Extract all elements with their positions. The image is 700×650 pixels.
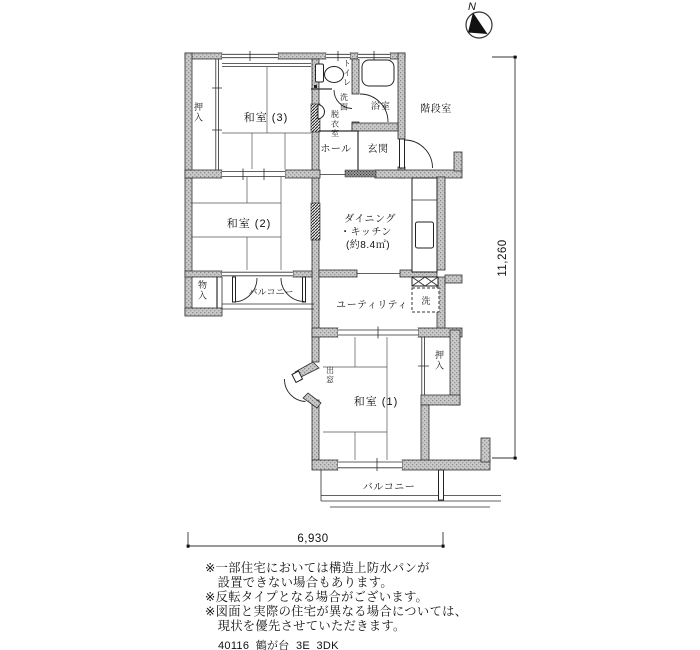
wall-segment [450,330,460,405]
label-oshiire-bottom: 押入 [434,350,444,371]
label-washitsu1: 和室 (1) [353,396,399,408]
wall-segment [293,271,312,277]
notes-block [205,560,467,650]
label-balcony-mid: バルコニー [248,287,294,297]
bathtub [362,60,394,86]
label-utility: ユーティリティ [336,300,408,311]
entrance-door-arc [405,140,433,168]
bay-window-arc [284,379,305,402]
wall-segment [402,460,490,470]
balcony-door-leaf [303,277,306,302]
kitchen-sink [416,222,434,248]
label-bath: 浴室 [370,101,392,111]
label-balcony-bottom: バルコニー [362,482,416,493]
label-dk-1: ダイニング [344,214,396,225]
wall-segment [312,460,338,470]
dimension-horizontal-label: 6,930 [297,533,329,545]
label-hall: ホール [320,144,352,155]
label-entrance: 玄関 [367,144,389,155]
dimension-vertical-label: 11,260 [497,239,509,277]
note-line: ※一部住宅においては構造上防水パンが [205,561,430,575]
note-line: 現状を優先させていただきます。 [205,619,406,633]
note-line: 設置できない場合もあります。 [205,575,393,590]
wall-segment [437,177,445,270]
label-stairwell: 階段室 [420,104,452,115]
window [338,458,402,471]
wall-segment [375,170,462,178]
entrance-step-hatch [345,170,376,177]
wall-segment [421,405,429,462]
label-dk-2: ・キッチン [340,227,392,238]
toilet-tank [316,64,324,82]
wall-segment [454,152,462,171]
washbasin [318,105,324,120]
wall-segment [445,275,462,283]
wall-segment [398,53,405,139]
label-washroom-1: 洗面 [339,93,349,112]
entrance-door-leaf [400,139,405,168]
label-laundry: 洗 [421,296,431,306]
wall-segment [312,328,338,337]
file-label: 40116_鶴が台_3E_3DK [218,640,339,650]
vent-louver [412,277,438,286]
balcony-door-leaf [233,277,236,302]
label-oshiire-top: 押入 [193,102,203,123]
sliding-door-hatch [311,203,320,240]
wall-segment [312,400,319,460]
label-storage: 物入 [197,280,207,301]
compass-north-label: N [468,1,476,13]
wall-segment [481,438,490,462]
label-washitsu3: 和室 (3) [243,112,289,124]
wall-segment [185,308,222,316]
balcony-partition [439,470,444,500]
note-line: ※図面と実際の住宅が異なる場合については、 [205,604,468,619]
wall-segment [421,395,460,405]
wall-segment [352,59,359,94]
wall-segment [285,170,320,178]
sliding-door [222,169,285,181]
note-line: ※反転タイプとなる場合がございます。 [205,590,429,604]
window [222,51,278,61]
compass [466,1,492,38]
sliding-door [338,327,418,339]
wall-segment [185,170,222,178]
label-bay-window: 出窓 [325,366,335,385]
wall-segment [319,270,357,277]
window [222,271,293,277]
label-toilet: トイレ [342,59,352,88]
label-washroom-2: 脱衣室 [330,110,340,139]
wall-segment [278,53,326,59]
toilet-bowl [325,67,344,83]
label-washitsu2: 和室 (2) [226,218,272,230]
wall-segment [352,123,398,131]
label-dk-3: (約8.4㎡) [345,240,391,251]
wall-segment [185,271,222,277]
